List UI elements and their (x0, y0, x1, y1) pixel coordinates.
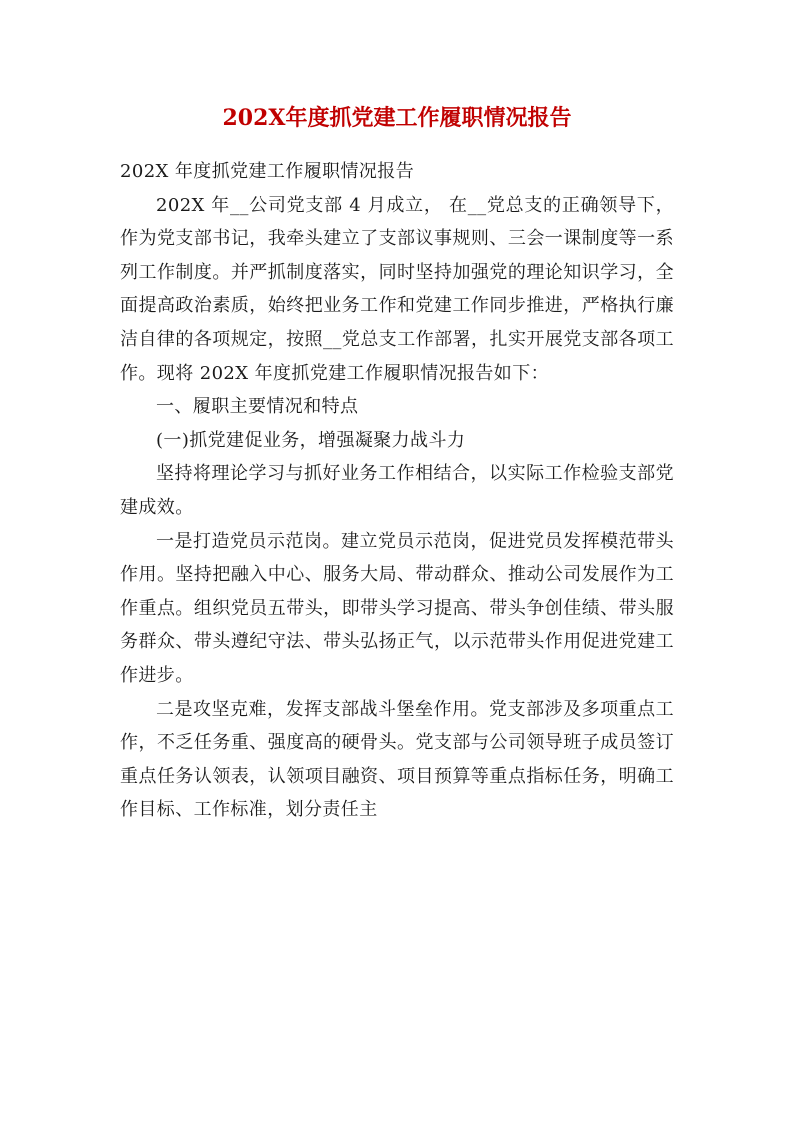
paragraph-theory: 坚持将理论学习与抓好业务工作相结合，以实际工作检验支部党建成效。 (120, 463, 674, 518)
paragraph-model-post: 一是打造党员示范岗。建立党员示范岗，促进党员发挥模范带头作用。坚持把融入中心、服务大局、带动群众、推动公司发展作为工作重点。组织党员五带头，即带头学习提高、带头争创佳绩、带头服务群众、带头遵纪守法、带头弘扬正气，以示范带头作用促进党建工作进步。 (120, 530, 674, 686)
section-heading-1: 一、履职主要情况和特点 (156, 396, 359, 418)
paragraph-tackle: 二是攻坚克难，发挥支部战斗堡垒作用。党支部涉及多项重点工作，不乏任务重、强度高的硬骨头。党支部与公司领导班子成员签订重点任务认领表，认领项目融资、项目预算等重点指标任务，明确工作目标、工作标准，划分责任主 (120, 698, 674, 821)
document-title: 202X年度抓党建工作履职情况报告 (222, 105, 572, 131)
paragraph-intro: 202X 年__公司党支部 4 月成立， 在__党总支的正确领导下，作为党支部书记，我牵头建立了支部议事规则、三会一课制度等一系列工作制度。并严抓制度落实，同时坚持加强党的理论知识学习，全面提高政治素质，始终把业务工作和党建工作同步推进，严格执行廉洁自律的各项规定，按照__党总支工作部署，扎实开展党支部各项工作。现将 202X 年度抓党建工作履职情况报告如下： (120, 194, 674, 384)
document-body (120, 155, 674, 827)
document-subtitle: 202X 年度抓党建工作履职情况报告 (120, 161, 415, 182)
subsection-heading-1: (一)抓党建促业务，增强凝聚力战斗力 (156, 429, 466, 451)
